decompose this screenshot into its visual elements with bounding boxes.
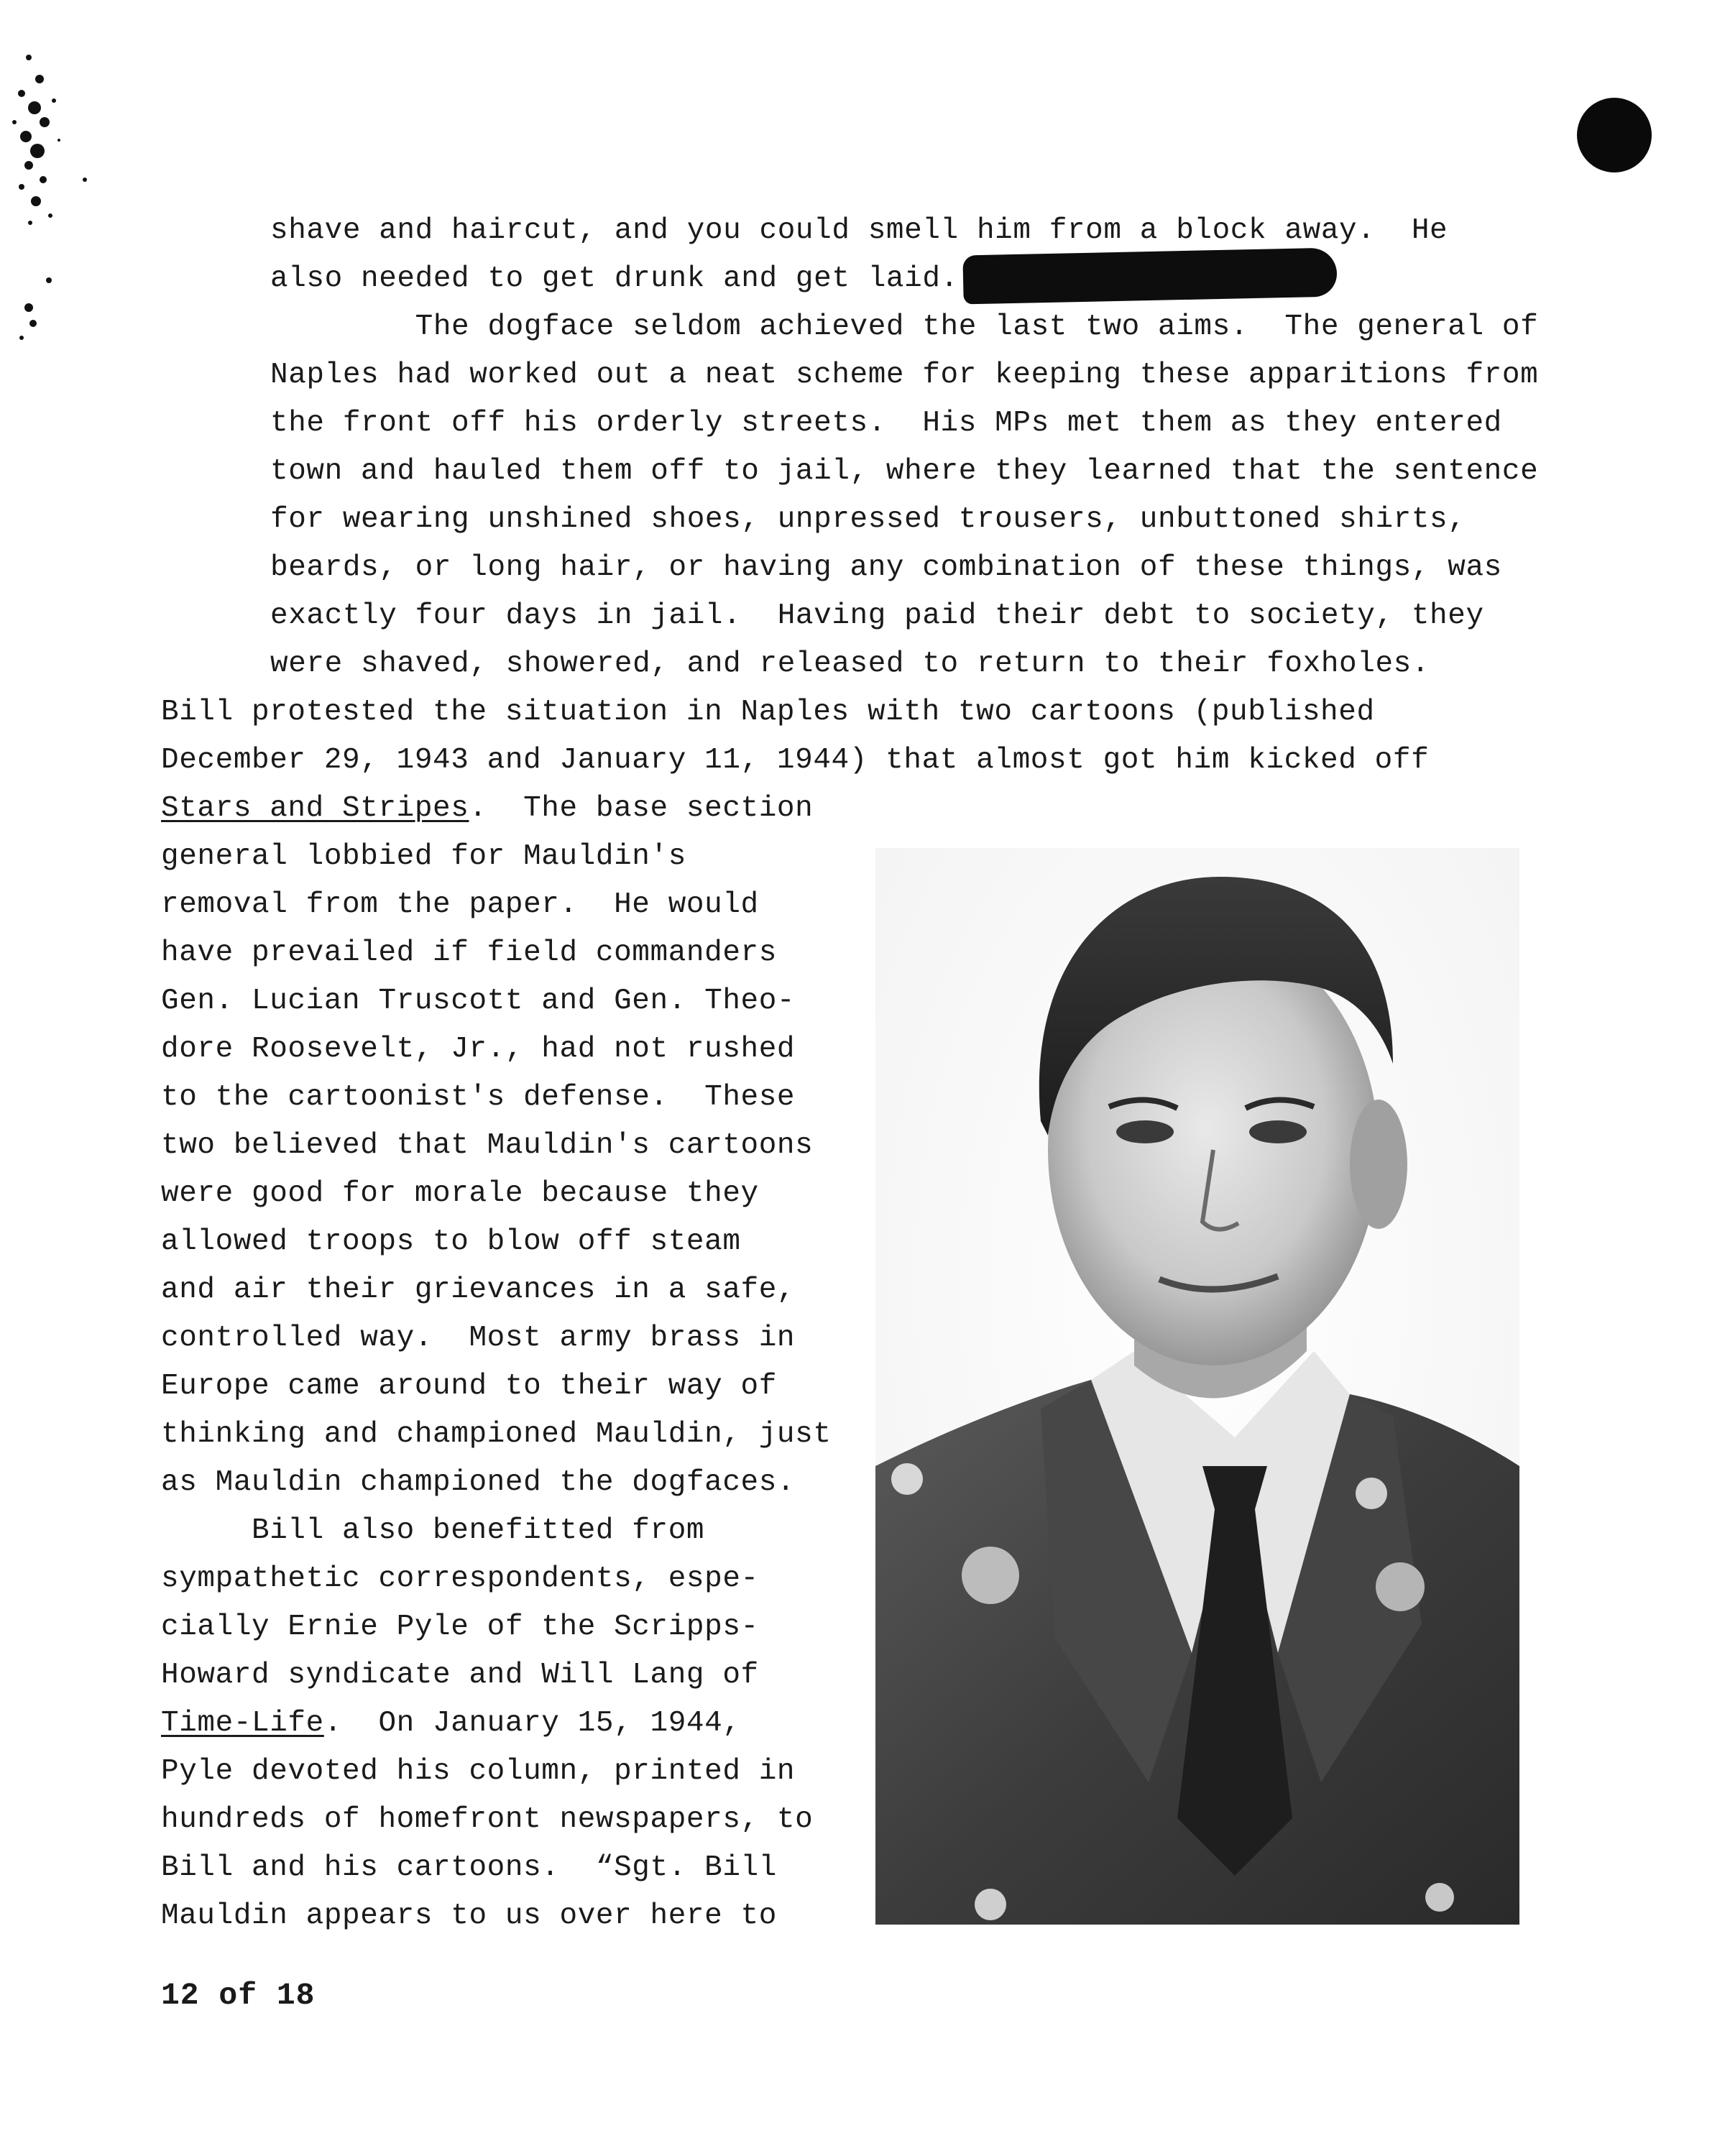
text-line: Naples had worked out a neat scheme for keeping these apparitions from (270, 359, 1539, 392)
text-fragment: . On January 15, 1944, (323, 1707, 741, 1740)
text-line: controlled way. Most army brass in (161, 1322, 796, 1355)
text-line-stars (161, 791, 813, 826)
text-line: Gen. Lucian Truscott and Gen. Theo- (161, 985, 796, 1018)
text-line: Bill protested the situation in Naples with two cartoons (published (161, 696, 1375, 729)
redaction-mark (962, 248, 1337, 305)
text-line: general lobbied for Mauldin's (161, 840, 686, 873)
text-line: two believed that Mauldin's cartoons (161, 1129, 814, 1162)
text-line: thinking and championed Mauldin, just (161, 1418, 832, 1451)
text-line: Europe came around to their way of (161, 1370, 777, 1403)
text-line: shave and haircut, and you could smell him from a block away. He (270, 214, 1448, 247)
text-fragment: . The base section (469, 792, 814, 825)
text-line: December 29, 1943 and January 11, 1944) that almost got him kicked off (161, 744, 1430, 777)
text-line: as Mauldin championed the dogfaces. (161, 1466, 796, 1499)
publication-title: Stars and Stripes (161, 792, 469, 825)
text-line: removal from the paper. He would (161, 888, 759, 921)
text-line: hundreds of homefront newspapers, to (161, 1803, 814, 1836)
text-line: have prevailed if field commanders (161, 936, 777, 969)
punch-hole-dot (1577, 98, 1652, 172)
text-line: beards, or long hair, or having any combination of these things, was (270, 551, 1502, 584)
publication-title: Time-Life (161, 1707, 324, 1740)
ink-speckles (0, 36, 101, 367)
text-line: exactly four days in jail. Having paid their debt to society, they (270, 599, 1484, 632)
text-line: were shaved, showered, and released to return to their foxholes. (270, 648, 1430, 681)
text-line: were good for morale because they (161, 1177, 759, 1210)
text-line: and air their grievances in a safe, (161, 1273, 796, 1307)
text-line-timelife (161, 1705, 741, 1741)
text-line: for wearing unshined shoes, unpressed trousers, unbuttoned shirts, (270, 503, 1466, 536)
text-line: Howard syndicate and Will Lang of (161, 1659, 759, 1692)
text-line: allowed troops to blow off steam (161, 1225, 741, 1258)
text-line: dore Roosevelt, Jr., had not rushed (161, 1033, 796, 1066)
text-line: Mauldin appears to us over here to (161, 1899, 777, 1932)
text-line: town and hauled them off to jail, where they learned that the sentence (270, 455, 1539, 488)
text-line: sympathetic correspondents, espe- (161, 1562, 759, 1595)
text-line: Pyle devoted his column, printed in (161, 1755, 796, 1788)
text-line: cially Ernie Pyle of the Scripps- (161, 1611, 759, 1644)
text-line: to the cartoonist's defense. These (161, 1081, 796, 1114)
text-line: Bill also benefitted from (161, 1514, 705, 1547)
text-line: Bill and his cartoons. “Sgt. Bill (161, 1851, 777, 1884)
text-line: the front off his orderly streets. His MPs met them as they entered (270, 407, 1502, 440)
portrait-photo (875, 848, 1519, 1925)
page-number: 12 of 18 (161, 1978, 316, 2013)
text-line: also needed to get drunk and get laid. (270, 262, 959, 295)
text-line: The dogface seldom achieved the last two aims. The general of (270, 310, 1539, 344)
